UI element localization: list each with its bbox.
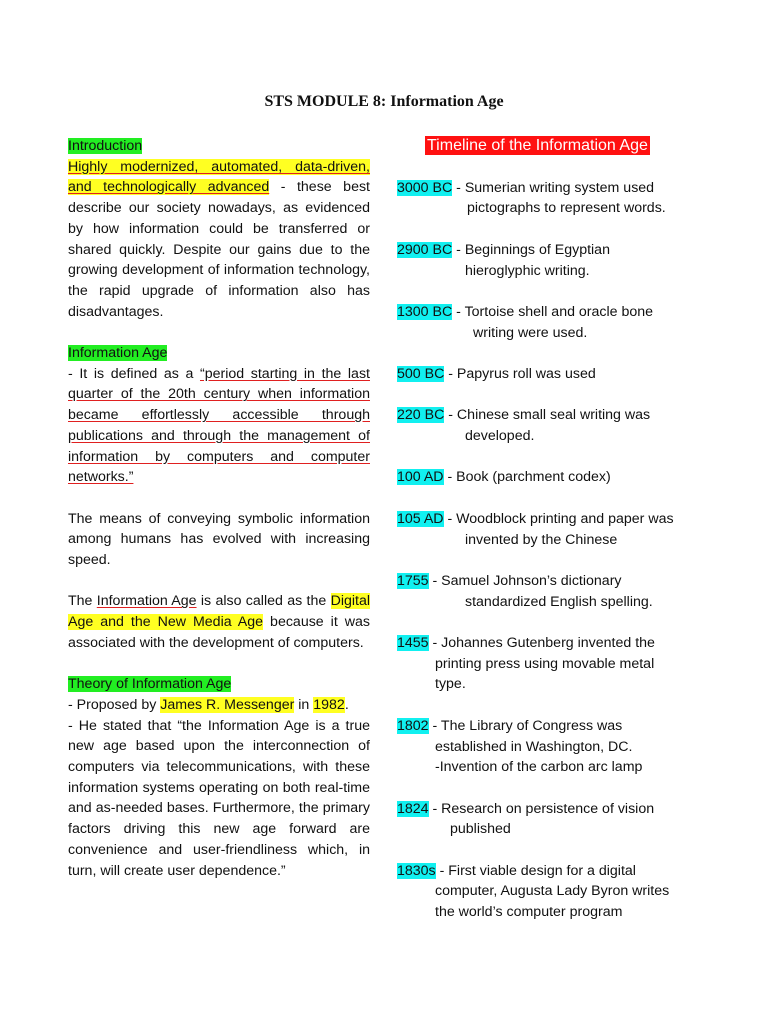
timeline-text: - Papyrus roll was used bbox=[444, 365, 596, 382]
timeline-text-continued: standardized English spelling. bbox=[465, 593, 653, 610]
timeline-year: 1830s bbox=[397, 862, 436, 879]
timeline-year: 105 AD bbox=[397, 510, 444, 527]
timeline-year: 500 BC bbox=[397, 365, 445, 382]
timeline-text: - Sumerian writing system used bbox=[452, 179, 655, 196]
timeline-heading: Timeline of the Information Age bbox=[427, 137, 648, 154]
info-age-paragraph-2: The means of conveying symbolic information among humans has evolved with increasing speed. bbox=[68, 510, 370, 569]
timeline-year: 2900 BC bbox=[397, 241, 453, 258]
theory-line-2: - He stated that “the Information Age is a true new age based upon the interconnection of computers via telecommunications, with these information systems operating on both real-time and as-needed bases. Furthermore, the primary factors driving this new age forward are convenience and user-friendliness which, in turn, will create user dependence.” bbox=[68, 717, 370, 879]
timeline-text: - Chinese small seal writing was bbox=[444, 407, 651, 424]
timeline-text: - The Library of Congress was bbox=[428, 717, 623, 734]
timeline-text: - Book (parchment codex) bbox=[443, 469, 611, 486]
theory-line-1: - Proposed by James R. Messenger in 1982. bbox=[68, 696, 349, 713]
timeline-year: 100 AD bbox=[397, 469, 444, 486]
timeline-text-continued: type. bbox=[435, 676, 466, 693]
timeline-text: - Beginnings of Egyptian bbox=[452, 241, 610, 258]
timeline-text: - Johannes Gutenberg invented the bbox=[428, 635, 655, 652]
timeline-column bbox=[397, 136, 737, 944]
theory-heading: Theory of Information Age bbox=[68, 676, 232, 693]
info-age-definition: - It is defined as a “period starting in the last quarter of the 20th century when information became effortlessly accessible through publications and through the management of information by computers and computer networks.” bbox=[68, 365, 370, 486]
timeline-year: 1824 bbox=[397, 800, 429, 817]
info-age-paragraph-3: The Information Age is also called as the Digital Age and the New Media Age because it was associated with the development of computers. bbox=[68, 593, 371, 651]
proposal-year: 1982 bbox=[313, 696, 345, 713]
timeline-entry bbox=[397, 302, 737, 343]
timeline-entry bbox=[397, 364, 737, 385]
intro-highlight: Highly modernized, automated, data-driven, and technologically advanced bbox=[68, 158, 370, 196]
left-column bbox=[68, 136, 370, 881]
timeline-text: - Samuel Johnson’s dictionary bbox=[428, 572, 622, 589]
intro-paragraph: Highly modernized, automated, data-driven, and technologically advanced - these best describe our society nowadays, as evidenced by how information could be transferred or shared quickly. Despite our gains due to the growing development of information technology, the rapid upgrade of information also has disadvantages. bbox=[68, 158, 370, 320]
timeline-text-continued: invented by the Chinese bbox=[465, 531, 618, 548]
timeline-year: 3000 BC bbox=[397, 179, 453, 196]
timeline-year: 220 BC bbox=[397, 407, 445, 424]
timeline-year: 1300 BC bbox=[397, 303, 453, 320]
definition-quote: “period starting in the last quarter of the 20th century when information became effortlessly accessible through publications and through the management of information by computers and computer networks.” bbox=[68, 365, 370, 486]
page-title: STS MODULE 8: Information Age bbox=[264, 93, 504, 110]
timeline-entry bbox=[397, 509, 737, 550]
timeline-entry bbox=[397, 405, 737, 446]
timeline-text: - Tortoise shell and oracle bone bbox=[452, 303, 654, 320]
timeline-list bbox=[397, 178, 737, 923]
timeline-text: - First viable design for a digital bbox=[435, 862, 636, 879]
timeline-text-continued: established in Washington, DC. bbox=[435, 738, 633, 755]
timeline-text-continued: published bbox=[450, 821, 511, 838]
timeline-entry bbox=[397, 240, 737, 281]
timeline-text: - Woodblock printing and paper was bbox=[443, 510, 674, 527]
info-age-heading: Information Age bbox=[68, 345, 168, 362]
timeline-text-continued: writing were used. bbox=[473, 324, 588, 341]
information-age-term: Information Age bbox=[96, 593, 197, 610]
timeline-entry bbox=[397, 633, 737, 695]
timeline-entry bbox=[397, 467, 737, 488]
timeline-year: 1455 bbox=[397, 635, 429, 652]
timeline-entry bbox=[397, 178, 737, 219]
timeline-text-continued: developed. bbox=[465, 428, 535, 445]
timeline-text-continued: pictographs to represent words. bbox=[467, 200, 666, 217]
timeline-year: 1755 bbox=[397, 572, 429, 589]
proposer-name: James R. Messenger bbox=[160, 696, 295, 713]
timeline-text-continued: hieroglyphic writing. bbox=[465, 262, 590, 279]
timeline-text-continued: printing press using movable metal bbox=[435, 655, 655, 672]
timeline-entry bbox=[397, 571, 737, 612]
timeline-year: 1802 bbox=[397, 717, 429, 734]
timeline-entry bbox=[397, 799, 737, 840]
timeline-text: - Research on persistence of vision bbox=[428, 800, 655, 817]
timeline-entry bbox=[397, 716, 737, 778]
timeline-entry bbox=[397, 861, 737, 923]
timeline-text-continued: computer, Augusta Lady Byron writes bbox=[435, 883, 670, 900]
timeline-text-continued: -Invention of the carbon arc lamp bbox=[435, 759, 643, 776]
timeline-text-continued: the world’s computer program bbox=[435, 904, 623, 921]
intro-heading: Introduction bbox=[68, 138, 143, 154]
digital-age-term: Digital Age and the New Media Age bbox=[68, 593, 371, 631]
